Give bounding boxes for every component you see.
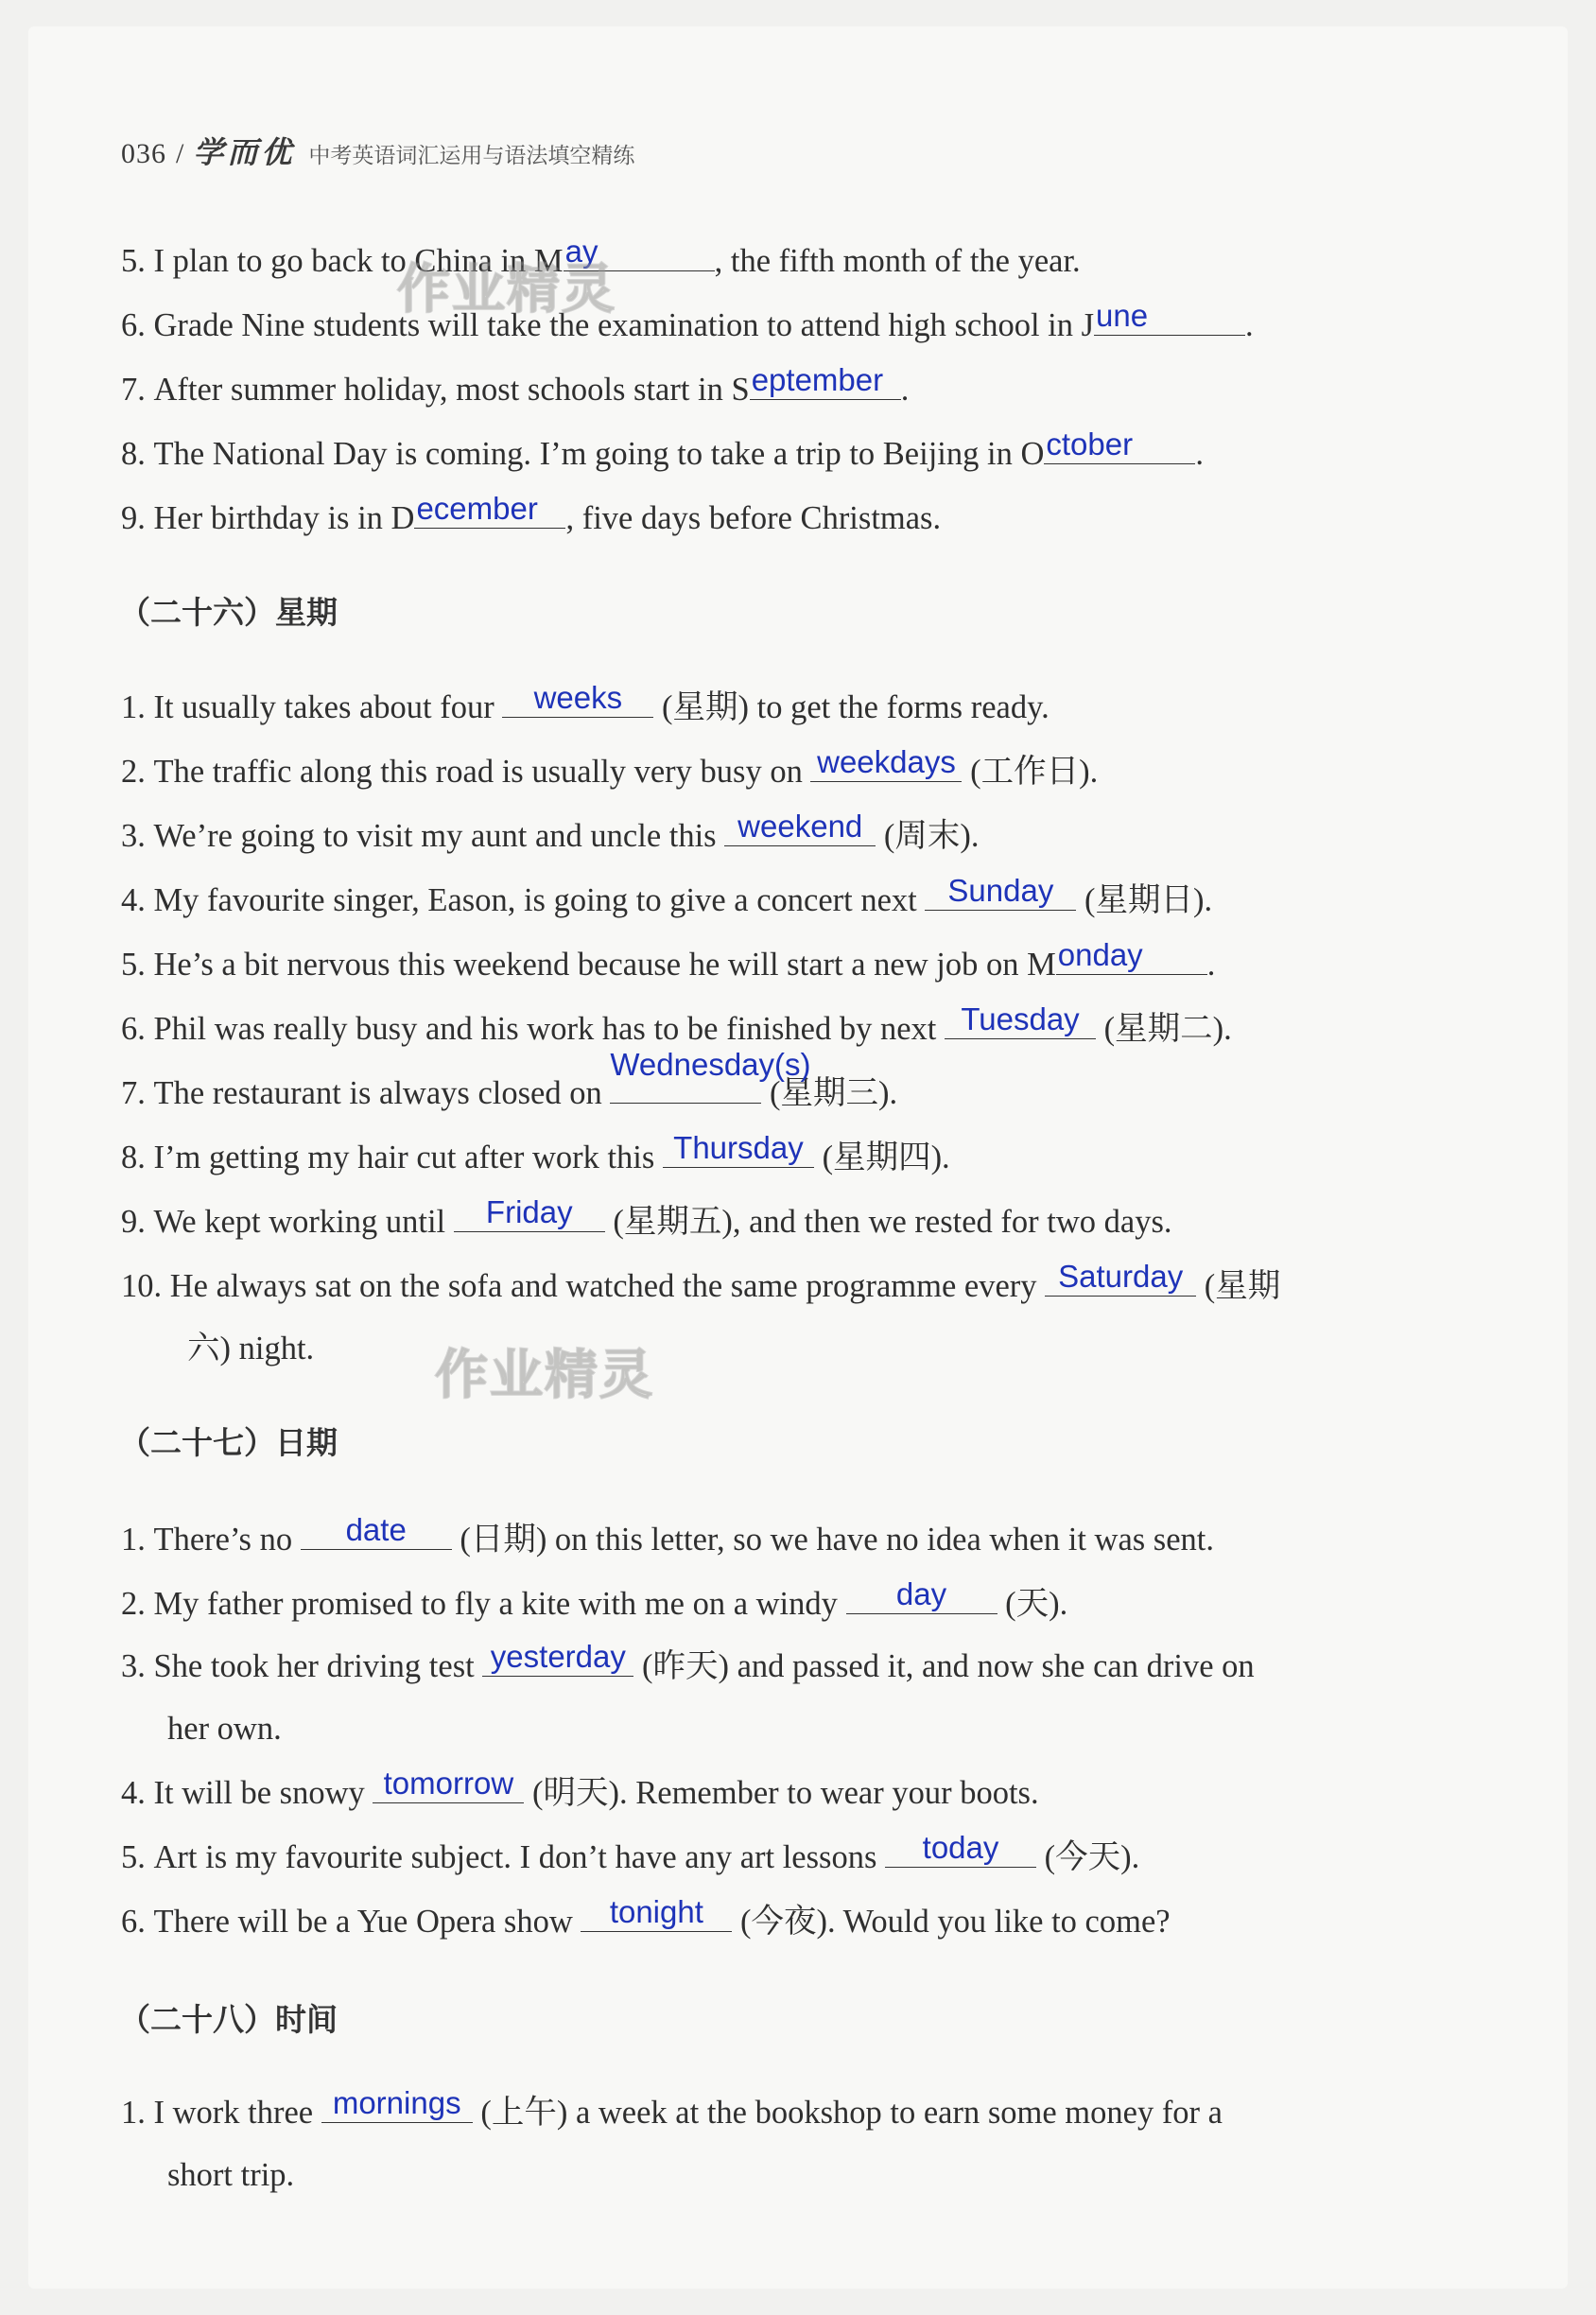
answer: Tuesday [961, 1001, 1080, 1036]
page-header [121, 129, 634, 172]
section-heading-28: （二十八）时间 [119, 2001, 338, 2038]
answer: weekdays [817, 744, 956, 779]
exercise-item-continuation: her own. [167, 1711, 282, 1747]
answer: ctober [1046, 426, 1134, 461]
answer: weekend [737, 809, 863, 844]
brand-logo-text: 学而优 [193, 134, 296, 170]
section-heading-26: （二十六）星期 [119, 594, 338, 631]
answer: today [922, 1830, 999, 1865]
answer-blank[interactable] [1045, 1259, 1196, 1297]
exercise-item: 9. Her birthday is in D ecember , five days before Christmas. [121, 491, 942, 536]
answer-blank[interactable] [373, 1766, 524, 1803]
exercise-item: 7. The restaurant is always closed on Wednesday(s) (星期三). [121, 1047, 898, 1111]
answer-blank[interactable] [885, 1830, 1036, 1868]
exercise-item: 1. I work three mornings (上午) a week at the bookshop to earn some money for a [121, 2085, 1223, 2131]
answer-blank[interactable] [414, 491, 565, 529]
answer: une [1096, 298, 1149, 333]
answer: Saturday [1058, 1259, 1184, 1294]
answer-blank[interactable] [945, 1001, 1096, 1039]
watermark: 作业精灵 [397, 259, 616, 321]
exercise-item: 6. Grade Nine students will take the examination to attend high school in J une . [121, 298, 1254, 343]
answer-blank[interactable] [663, 1130, 814, 1168]
answer: tonight [609, 1894, 703, 1929]
exercise-item: 8. I’m getting my hair cut after work this Thursday (星期四). [121, 1130, 950, 1175]
section-heading-27: （二十七）日期 [119, 1424, 338, 1461]
exercise-item: 8. The National Day is coming. I’m going to take a trip to Beijing in O ctober . [121, 426, 1204, 472]
answer-blank[interactable] [482, 1639, 633, 1677]
answer: Thursday [673, 1130, 804, 1165]
answer-blank[interactable] [810, 744, 962, 782]
exercise-item-continuation: short trip. [167, 2157, 295, 2193]
exercise-item: 3. She took her driving test yesterday (昨天) and passed it, and now she can drive on [121, 1639, 1255, 1684]
answer: day [895, 1576, 947, 1611]
header-separator: / [176, 138, 184, 169]
answer: date [345, 1512, 407, 1547]
answer: weeks [533, 680, 623, 715]
exercise-item: 7. After summer holiday, most schools start in S eptember . [121, 362, 910, 408]
answer: Sunday [947, 873, 1054, 908]
answer: ay [564, 234, 598, 269]
exercise-item: 6. Phil was really busy and his work has to be finished by next Tuesday (星期二). [121, 1001, 1232, 1047]
exercise-item: 5. He’s a bit nervous this weekend because he will start a new job on M onday . [121, 937, 1216, 983]
answer-blank[interactable] [1094, 298, 1245, 336]
answer-blank[interactable] [301, 1512, 452, 1550]
answer-blank[interactable] [454, 1194, 605, 1232]
answer-blank[interactable] [610, 1047, 811, 1104]
answer: eptember [751, 362, 884, 397]
exercise-item: 2. The traffic along this road is usually very busy on weekdays (工作日). [121, 744, 1099, 790]
answer: mornings [332, 2085, 461, 2120]
exercise-item: 4. It will be snowy tomorrow (明天). Remember to wear your boots. [121, 1766, 1039, 1811]
exercise-item: 9. We kept working until Friday (星期五), and then we rested for two days. [121, 1194, 1172, 1240]
answer-blank[interactable] [1056, 937, 1207, 975]
exercise-item: 6. There will be a Yue Opera show tonight (今夜). Would you like to come? [121, 1894, 1171, 1940]
answer-blank[interactable] [1044, 426, 1195, 464]
answer-blank[interactable] [321, 2085, 473, 2123]
exercise-item: 5. I plan to go back to China in M ay , the fifth month of the year. [121, 234, 1081, 279]
book-title: 中考英语词汇运用与语法填空精练 [308, 144, 635, 168]
exercise-item: 5. Art is my favourite subject. I don’t have any art lessons today (今天). [121, 1830, 1140, 1875]
answer: ecember [416, 491, 538, 526]
exercise-item: 4. My favourite singer, Eason, is going to give a concert next Sunday (星期日). [121, 873, 1213, 918]
exercise-item: 3. We’re going to visit my aunt and uncle this weekend (周末). [121, 809, 980, 854]
answer: yesterday [490, 1639, 626, 1674]
answer: Wednesday(s) [610, 1047, 811, 1082]
watermark: 作业精灵 [435, 1345, 654, 1406]
answer-blank[interactable] [846, 1576, 998, 1614]
answer-blank[interactable] [750, 362, 901, 400]
exercise-item: 10. He always sat on the sofa and watched the same programme every Saturday (星期 [121, 1259, 1281, 1304]
answer-blank[interactable] [925, 873, 1076, 911]
answer: tomorrow [383, 1766, 514, 1801]
exercise-item: 2. My father promised to fly a kite with me on a windy day (天). [121, 1576, 1068, 1622]
answer-blank[interactable] [502, 680, 653, 718]
answer-blank[interactable] [581, 1894, 732, 1932]
exercise-item-continuation: 六) night. [187, 1331, 315, 1366]
exercise-item: 1. It usually takes about four weeks (星期) to get the forms ready. [121, 680, 1050, 725]
answer-blank[interactable] [724, 809, 876, 846]
answer: onday [1057, 937, 1143, 972]
page-number: 036 [121, 138, 166, 169]
answer: Friday [485, 1194, 573, 1229]
exercise-item: 1. There’s no date (日期) on this letter, so we have no idea when it was sent. [121, 1512, 1215, 1558]
